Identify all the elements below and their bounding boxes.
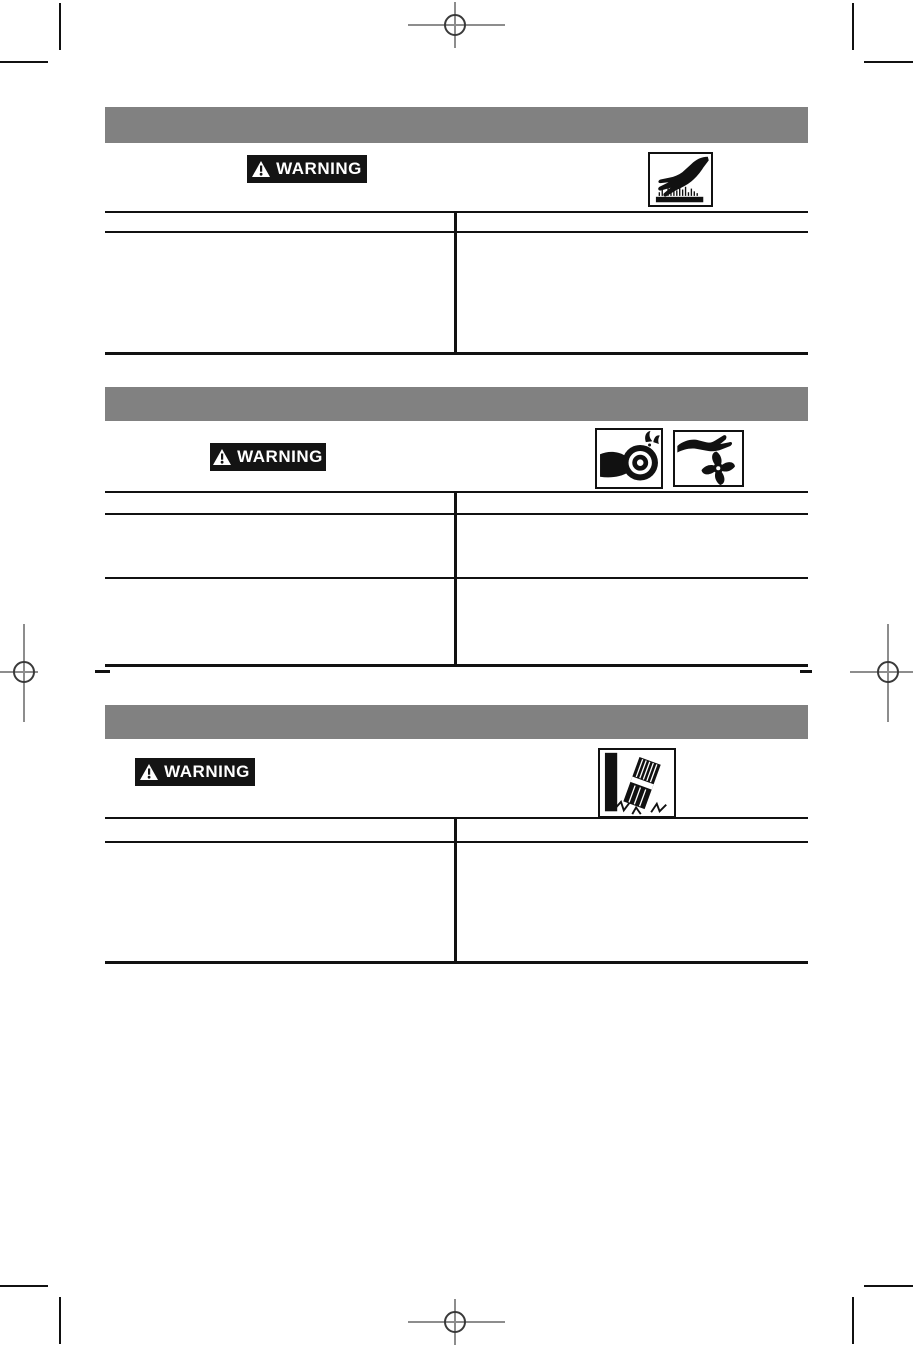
table-row [105,577,808,664]
table-header-cell [457,819,808,841]
section2-header-bar [105,387,808,421]
table-header-cell [457,213,808,231]
section2-warning-text: WARNING [237,447,323,466]
table-row [105,493,808,513]
warning-triangle-icon [140,764,158,780]
table-header-cell [105,213,457,231]
table-cell [457,579,808,664]
falling-object-crush-icon [598,748,676,818]
hot-surface-hand-icon [648,152,713,207]
hand-fan-blade-icon [673,430,744,487]
crop-mark-bottom-right-vertical [852,1297,854,1344]
section3-header-bar [105,705,808,739]
crop-mark-top-left-vertical [59,3,61,50]
table-header-cell [457,493,808,513]
section3-warning-text: WARNING [164,762,250,781]
fold-tick-left [95,670,110,673]
crop-mark-bottom-right-horizontal [864,1285,913,1287]
table-row [105,513,808,577]
table-row [105,213,808,231]
section1-table [105,211,808,355]
table-cell [105,843,457,961]
crop-mark-top-right-horizontal [864,61,913,63]
table-cell [105,579,457,664]
table-row [105,841,808,961]
crop-mark-top-right-vertical [852,3,854,50]
hand-roller-entanglement-icon [595,428,663,489]
table-row [105,819,808,841]
table-cell [457,843,808,961]
fold-tick-right [800,670,812,673]
table-header-cell [105,493,457,513]
section3-warning-label [135,758,255,786]
table-cell [457,233,808,352]
section2-warning-label [210,443,326,471]
table-cell [105,515,457,577]
crop-mark-bottom-left-vertical [59,1297,61,1344]
section1-header-bar [105,107,808,143]
crop-mark-bottom-left-horizontal [0,1285,48,1287]
table-cell [105,233,457,352]
section1-warning-text: WARNING [276,159,362,178]
section3-table [105,817,808,964]
warning-triangle-icon [213,449,231,465]
warning-triangle-icon [252,161,270,177]
section1-warning-label [247,155,367,183]
table-row [105,231,808,352]
table-header-cell [105,819,457,841]
crop-mark-top-left-horizontal [0,61,48,63]
table-cell [457,515,808,577]
section2-table [105,491,808,667]
